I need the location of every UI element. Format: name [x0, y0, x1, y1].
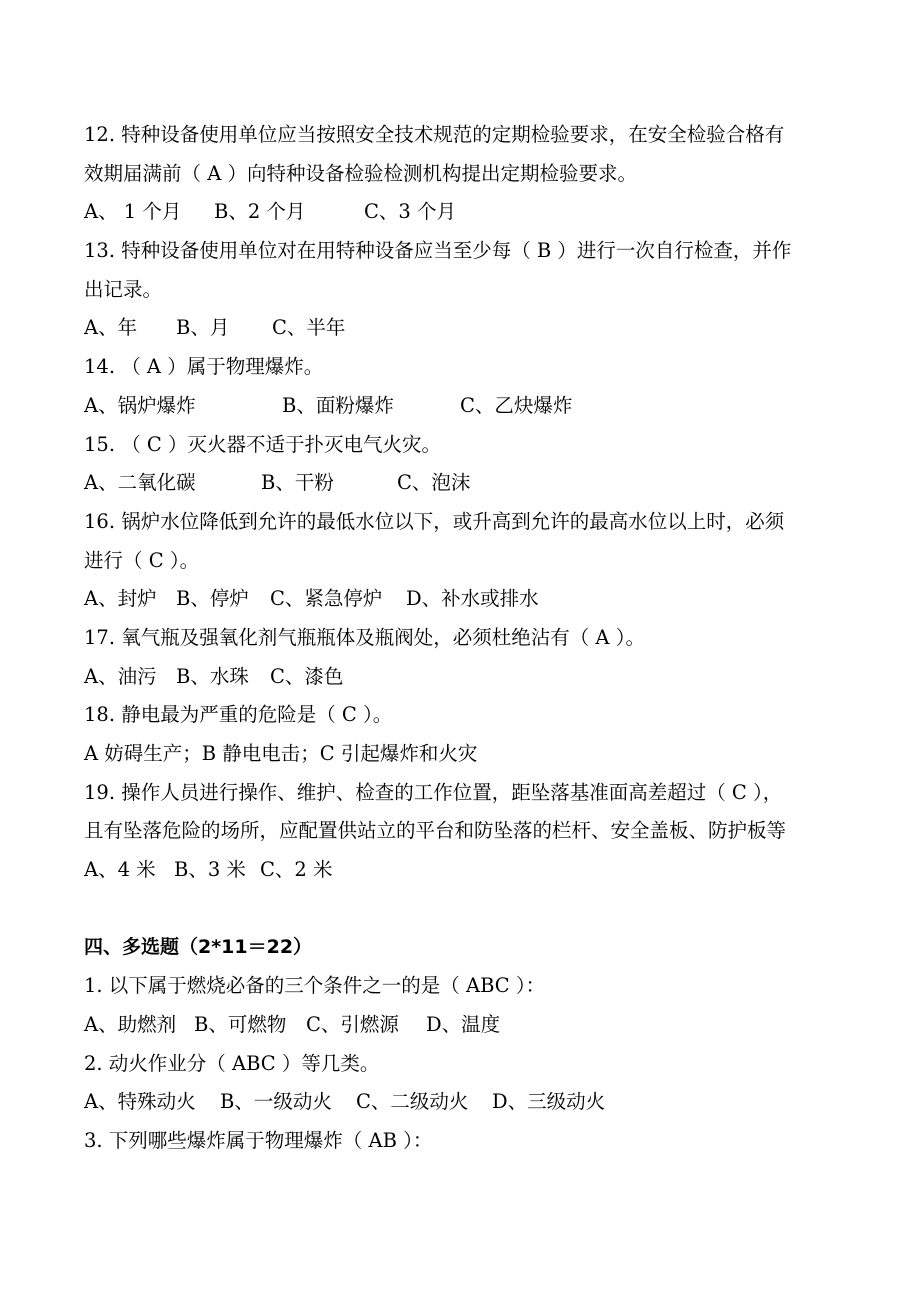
option-c: C、乙炔爆炸 — [460, 393, 573, 417]
option-c: C、引燃源 — [306, 1012, 399, 1036]
question-15-line-1: 15. （ C ）灭火器不适于扑灭电气火灾。 — [84, 432, 442, 456]
option-d: D、温度 — [426, 1012, 501, 1036]
question-13-line-2: 出记录。 — [84, 277, 163, 301]
option-c: C、3 个月 — [364, 200, 457, 224]
option-c: C、半年 — [272, 316, 346, 340]
question-13-line-1: 13. 特种设备使用单位对在用特种设备应当至少每（ B ）进行一次自行检查，并作 — [84, 239, 792, 263]
question-12-line-2: 效期届满前（ A ）向特种设备检验检测机构提出定期检验要求。 — [84, 161, 637, 185]
option-b: B、干粉 — [261, 471, 334, 495]
multi-question-1-line-1: 1. 以下属于燃烧必备的三个条件之一的是（ ABC ）： — [84, 974, 546, 998]
blank-line — [84, 890, 844, 929]
option-a: A、油污 — [84, 664, 157, 688]
option-a: A、助燃剂 — [84, 1012, 177, 1036]
option-d: D、补水或排水 — [406, 587, 539, 611]
option-b: B、3 米 — [174, 858, 246, 882]
option-a: A、特殊动火 — [84, 1090, 196, 1114]
multi-question-2-options — [84, 1083, 844, 1122]
question-19-options — [84, 851, 844, 890]
question-12-options — [84, 193, 844, 232]
option-c: C、2 米 — [260, 858, 333, 882]
option-b: B、月 — [176, 316, 230, 340]
question-14-line-1: 14. （ A ）属于物理爆炸。 — [84, 355, 324, 379]
question-19-line-1: 19. 操作人员进行操作、维护、检查的工作位置，距坠落基准面高差超过（ C ）， — [84, 780, 783, 804]
question-17-options — [84, 658, 844, 697]
question-16-line-1: 16. 锅炉水位降低到允许的最低水位以下，或升高到允许的最高水位以上时，必须 — [84, 509, 785, 533]
option-a: A、锅炉爆炸 — [84, 393, 196, 417]
option-c: C、紧急停炉 — [270, 587, 383, 611]
option-c: C、二级动火 — [356, 1090, 469, 1114]
option-b: B、面粉爆炸 — [282, 393, 394, 417]
option-b: B、2 个月 — [214, 200, 306, 224]
option-b: B、停炉 — [176, 587, 249, 611]
question-13-options — [84, 309, 844, 348]
section-heading: 四、多选题（2*11＝22） — [84, 936, 313, 959]
option-a: A、4 米 — [84, 858, 156, 882]
document-page — [84, 116, 844, 1161]
question-18-line-1: 18. 静电最为严重的危险是（ C ）。 — [84, 703, 393, 727]
question-16-options — [84, 580, 844, 619]
option-d: D、三级动火 — [492, 1090, 606, 1114]
option-c: C、泡沫 — [397, 471, 471, 495]
option-a: A、二氧化碳 — [84, 471, 196, 495]
question-19-line-2: 且有坠落危险的场所，应配置供站立的平台和防坠落的栏杆、安全盖板、防护板等 — [84, 819, 787, 843]
multi-question-2-line-1: 2. 动火作业分（ ABC ）等几类。 — [84, 1051, 380, 1075]
option-b: B、可燃物 — [194, 1012, 287, 1036]
question-12-line-1: 12. 特种设备使用单位应当按照安全技术规范的定期检验要求，在安全检验合格有 — [84, 123, 785, 146]
multi-question-3-line-1: 3. 下列哪些爆炸属于物理爆炸（ AB ）： — [84, 1128, 433, 1152]
option-b: B、一级动火 — [220, 1090, 332, 1114]
option-a: A、 1 个月 — [84, 200, 182, 224]
question-17-line-1: 17. 氧气瓶及强氧化剂气瓶瓶体及瓶阀处，必须杜绝沾有（ A ）。 — [84, 625, 645, 649]
question-14-options — [84, 387, 844, 426]
question-15-options — [84, 464, 844, 503]
question-18-options: A 妨碍生产；B 静电电击；C 引起爆炸和火灾 — [84, 742, 478, 765]
option-a: A、封炉 — [84, 587, 157, 611]
question-16-line-2: 进行（ C ）。 — [84, 548, 200, 572]
option-c: C、漆色 — [270, 664, 344, 688]
multi-question-1-options — [84, 1006, 844, 1045]
option-a: A、年 — [84, 316, 138, 340]
option-b: B、水珠 — [176, 664, 249, 688]
